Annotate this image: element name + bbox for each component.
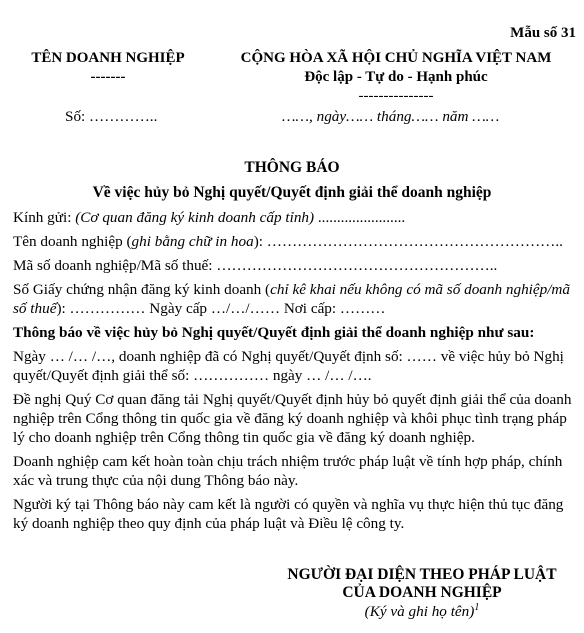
signature-note-text: (Ký và ghi họ tên) [364,603,475,620]
signature-block [260,566,584,621]
company-name-hint: ghi bằng chữ in hoa [131,233,254,250]
document-number: Số: ………….. [65,108,158,125]
signer-paragraph: Người ký tại Thông báo này cam kết là người có quyền và nghĩa vụ thực hiện thủ tục đăng ký doanh nghiệp theo quy định của pháp luật và Điều lệ công ty. [13,496,564,532]
page-title: THÔNG BÁO [244,159,340,176]
company-name-fill: ): ………………………………………………….. [253,233,563,250]
certificate-hint: chỉ kê khai nếu không có mã số doanh nghiệp/mã số thuế [13,281,570,317]
document-body [13,208,579,538]
kinh-gui-value: (Cơ quan đăng ký kinh doanh cấp tỉnh) [75,209,315,226]
business-certificate-line [13,280,579,318]
company-name-line [13,232,579,251]
signature-note [260,602,584,621]
company-name-label: Tên doanh nghiệp ( [13,233,132,250]
kinh-gui-label: Kính gửi: [13,209,76,226]
nation-motto: Độc lập - Tự do - Hạnh phúc [304,69,488,85]
signature-title-line1: NGƯỜI ĐẠI DIỆN THEO PHÁP LUẬT [287,566,557,583]
company-name: TÊN DOANH NGHIỆP [31,50,185,66]
company-header [8,49,208,87]
kinh-gui-dots: ....................... [314,209,406,226]
commitment-paragraph: Doanh nghiệp cam kết hoàn toàn chịu trách nhiệm trước pháp luật về tính hợp pháp, chính xác và trung thực của nội dung Thông báo này. [13,453,563,489]
section-heading: Thông báo về việc hủy bỏ Nghị quyết/Quyết định giải thể doanh nghiệp như sau: [13,324,535,341]
resolution-paragraph: Ngày … /… /…, doanh nghiệp đã có Nghị quyết/Quyết định số: …… về việc hủy bỏ Nghị quyết/Quyết định giải thể số: …………… ngày … /… /…. [13,348,564,384]
certificate-label: Số Giấy chứng nhận đăng ký kinh doanh ( [13,281,271,298]
document-date: ……, ngày…… tháng…… năm …… [282,108,500,125]
certificate-fill: ): …………… Ngày cấp …/…/…… Nơi cấp: ……… [56,300,386,317]
nation-name: CỘNG HÒA XÃ HỘI CHỦ NGHĨA VIỆT NAM [240,50,552,66]
company-separator: ------- [90,69,126,85]
footnote-mark: 1 [474,601,480,613]
form-number: Mẫu số 31 [510,25,576,41]
tax-code-line: Mã số doanh nghiệp/Mã số thuế: ……………………………………………….. [13,257,498,274]
request-paragraph: Đề nghị Quý Cơ quan đăng tải Nghị quyết/Quyết định hủy bỏ quyết định giải thể của doanh nghiệp trên Cổng thông tin quốc gia về đăng ký doanh nghiệp và khôi phục tình trạng pháp lý cho doanh nghiệp trên Cổng thông tin quốc gia về đăng ký doanh nghiệp. [13,391,572,446]
national-header [216,49,576,106]
nation-separator: --------------- [358,88,434,104]
page-subtitle: Về việc hủy bỏ Nghị quyết/Quyết định giải thể doanh nghiệp [92,184,492,201]
kinh-gui-line [13,208,579,227]
signature-title-line2: CỦA DOANH NGHIỆP [342,584,502,601]
